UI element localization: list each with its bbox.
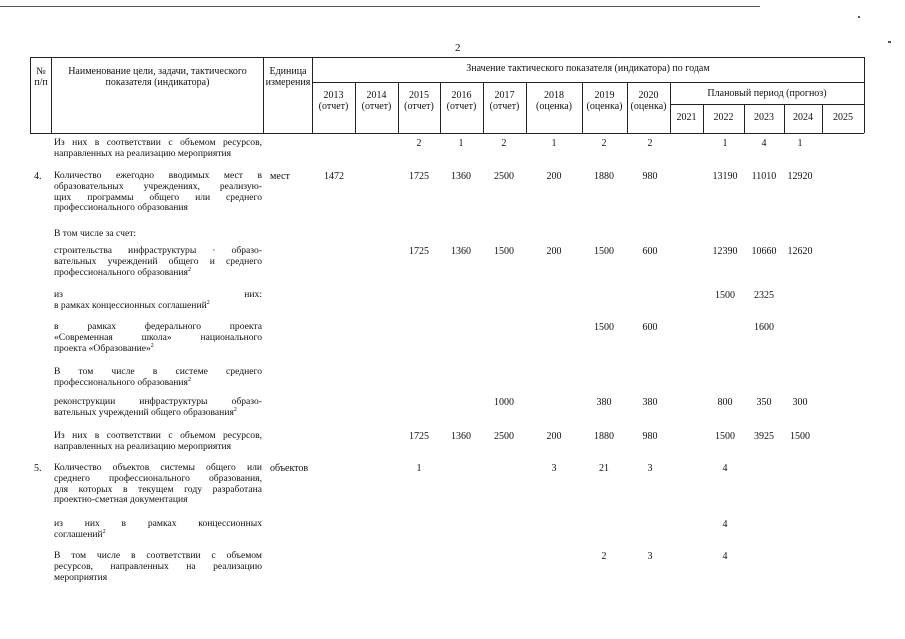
row-unit: мест: [270, 171, 290, 182]
cell-value-2020: 600: [642, 246, 658, 257]
cell-value-2015: 1: [416, 463, 422, 474]
indicator-text-line: из них:: [54, 289, 262, 300]
cell-value-2024: 1500: [790, 431, 810, 442]
cell-value-2019: 1500: [594, 322, 614, 333]
year-2025: 2025: [833, 112, 853, 123]
cell-value-2023: 3925: [754, 431, 774, 442]
cell-value-2023: 2325: [754, 290, 774, 301]
header-plan-period: Плановый период (прогноз): [707, 88, 827, 99]
row-indicator-text: [54, 397, 262, 419]
header-unit-col: Единица измерения: [265, 66, 311, 88]
row-indicator-text: [54, 290, 262, 312]
cell-value-2019: 380: [596, 397, 612, 408]
indicator-text-line: реконструкции инфраструктуры образо-: [54, 396, 262, 407]
cell-value-2020: 3: [647, 551, 653, 562]
cell-value-2024: 1: [797, 138, 803, 149]
row-indicator-text: [54, 171, 262, 214]
scan-artifact-dash: [888, 41, 891, 43]
cell-value-2020: 3: [647, 463, 653, 474]
cell-value-2017: 2: [501, 138, 507, 149]
cell-value-2022: 1500: [715, 290, 735, 301]
row-indicator-text: [54, 367, 262, 389]
cell-value-2016: 1360: [451, 431, 471, 442]
year-2024: 2024: [793, 112, 813, 123]
indicator-text-line: В том числе за счет:: [54, 228, 137, 239]
footnote-marker: 2: [187, 266, 191, 273]
footnote-marker: 2: [187, 376, 191, 383]
cell-value-2020: 980: [642, 431, 658, 442]
cell-value-2016: 1360: [451, 246, 471, 257]
cell-value-2019: 2: [601, 551, 607, 562]
year-2021: 2021: [676, 112, 697, 123]
cell-value-2020: 600: [642, 322, 658, 333]
indicator-text-line: проекта «Образование»: [54, 342, 151, 354]
indicator-text-line: среднего профессионального образования,: [54, 472, 262, 484]
cell-value-2016: 1: [458, 138, 464, 149]
indicator-text-line: профессионального образования: [54, 202, 188, 214]
scan-artifact-dot: [858, 16, 860, 18]
row-unit: объектов: [270, 463, 309, 474]
footnote-marker: 2: [233, 406, 237, 413]
year-2020: 2020 (оценка): [630, 90, 667, 112]
cell-value-2015: 1725: [409, 246, 429, 257]
row-indicator-text: [54, 138, 262, 160]
indicator-text-line: из них в рамках концессионных: [54, 518, 262, 529]
footnote-marker: 2: [102, 528, 106, 535]
indicator-text-line: для которых в текущем году разработана: [54, 483, 262, 495]
indicator-text-line: образовательных учреждениях, реализую-: [54, 180, 262, 192]
cell-value-2024: 300: [792, 397, 808, 408]
indicator-text-line: профессионального образования: [54, 376, 188, 388]
row-number: 5.: [34, 463, 42, 474]
year-2023: 2023: [754, 112, 774, 123]
row-indicator-text: [54, 519, 262, 541]
indicator-text-line: мероприятия: [54, 571, 108, 583]
indicator-text-line: направленных на реализацию мероприятия: [54, 440, 232, 452]
cell-value-2023: 11010: [751, 171, 777, 182]
cell-value-2024: 12620: [787, 246, 813, 257]
cell-value-2017: 2500: [494, 171, 514, 182]
year-2018: 2018 (оценка): [536, 90, 572, 112]
cell-value-2020: 380: [642, 397, 658, 408]
year-2014: 2014 (отчет): [361, 90, 392, 112]
row-indicator-text: [54, 431, 262, 453]
indicator-text-line: «Современная школа» национального: [54, 331, 262, 343]
indicator-text-line: щих программы общего или среднего: [54, 191, 262, 203]
footnote-marker: 2: [206, 299, 210, 306]
row-number: 4.: [34, 171, 42, 182]
indicator-text-line: в рамках концессионных соглашений: [54, 299, 207, 311]
cell-value-2019: 2: [601, 138, 607, 149]
cell-value-2018: 200: [546, 246, 562, 257]
indicator-text-line: строительства инфраструктуры · образо-: [54, 245, 262, 256]
cell-value-2018: 1: [551, 138, 557, 149]
indicator-text-line: направленных на реализацию мероприятия: [54, 147, 232, 159]
cell-value-2016: 1360: [451, 171, 471, 182]
indicator-text-line: Количество объектов системы общего или: [54, 462, 262, 473]
cell-value-2023: 4: [761, 138, 767, 149]
header-name-col: Наименование цели, задачи, тактического показателя (индикатора): [68, 66, 247, 88]
cell-value-2022: 4: [722, 519, 728, 530]
indicator-text-line: в рамках федерального проекта: [54, 321, 262, 332]
cell-value-2018: 200: [546, 171, 562, 182]
scan-artifact-top-line: [0, 6, 760, 7]
cell-value-2022: 12390: [712, 246, 738, 257]
row-indicator-text: [54, 551, 262, 583]
row-indicator-text: [54, 246, 262, 278]
cell-value-2018: 200: [546, 431, 562, 442]
indicator-text-line: ресурсов, направленных на реализацию: [54, 560, 262, 572]
footnote-marker: 2: [150, 342, 154, 349]
cell-value-2017: 1000: [494, 397, 514, 408]
cell-value-2015: 2: [416, 138, 422, 149]
indicator-text-line: Из них в соответствии с объемом ресурсов,: [54, 137, 262, 148]
year-2022: 2022: [713, 112, 734, 123]
header-num-col: № п/п: [34, 66, 48, 88]
indicator-text-line: проектно-сметная документация: [54, 494, 188, 506]
year-2016: 2016 (отчет): [446, 90, 477, 112]
cell-value-2018: 3: [551, 463, 557, 474]
cell-value-2022: 13190: [712, 171, 738, 182]
cell-value-2017: 1500: [494, 246, 514, 257]
cell-value-2023: 10660: [751, 246, 777, 257]
cell-value-2022: 4: [722, 551, 728, 562]
cell-value-2022: 800: [717, 397, 733, 408]
year-2019: 2019 (оценка): [586, 90, 623, 112]
cell-value-2023: 1600: [754, 322, 774, 333]
indicator-text-line: Из них в соответствии с объемом ресурсов,: [54, 430, 262, 441]
cell-value-2020: 2: [647, 138, 653, 149]
indicator-text-line: В том числе в соответствии с объемом: [54, 550, 262, 561]
row-indicator-text: [54, 463, 262, 506]
cell-value-2019: 1500: [594, 246, 614, 257]
indicator-text-line: соглашений: [54, 528, 103, 540]
cell-value-2024: 12920: [787, 171, 813, 182]
cell-value-2022: 1: [722, 138, 728, 149]
indicator-text-line: Количество ежегодно вводимых мест в: [54, 170, 262, 181]
row-indicator-text: [54, 229, 262, 240]
cell-value-2019: 21: [599, 463, 609, 474]
indicator-text-line: В том числе в системе среднего: [54, 366, 262, 377]
indicator-text-line: профессионального образования: [54, 266, 188, 278]
indicator-text-line: вательных учреждений общего и среднего: [54, 255, 262, 267]
cell-value-2022: 4: [722, 463, 728, 474]
year-2017: 2017 (отчет): [489, 90, 520, 112]
cell-value-2015: 1725: [409, 431, 429, 442]
cell-value-2019: 1880: [594, 431, 614, 442]
cell-value-2013: 1472: [324, 171, 344, 182]
row-indicator-text: [54, 322, 262, 354]
year-2013: 2013 (отчет): [318, 90, 349, 112]
indicator-text-line: вательных учреждений общего образования: [54, 406, 234, 418]
year-2015: 2015 (отчет): [404, 90, 434, 112]
header-value-col: Значение тактического показателя (индикатора) по годам: [466, 63, 710, 74]
page-number: 2: [455, 42, 461, 54]
cell-value-2023: 350: [756, 397, 772, 408]
cell-value-2019: 1880: [594, 171, 614, 182]
cell-value-2020: 980: [642, 171, 658, 182]
cell-value-2017: 2500: [494, 431, 514, 442]
cell-value-2022: 1500: [715, 431, 735, 442]
cell-value-2015: 1725: [409, 171, 429, 182]
